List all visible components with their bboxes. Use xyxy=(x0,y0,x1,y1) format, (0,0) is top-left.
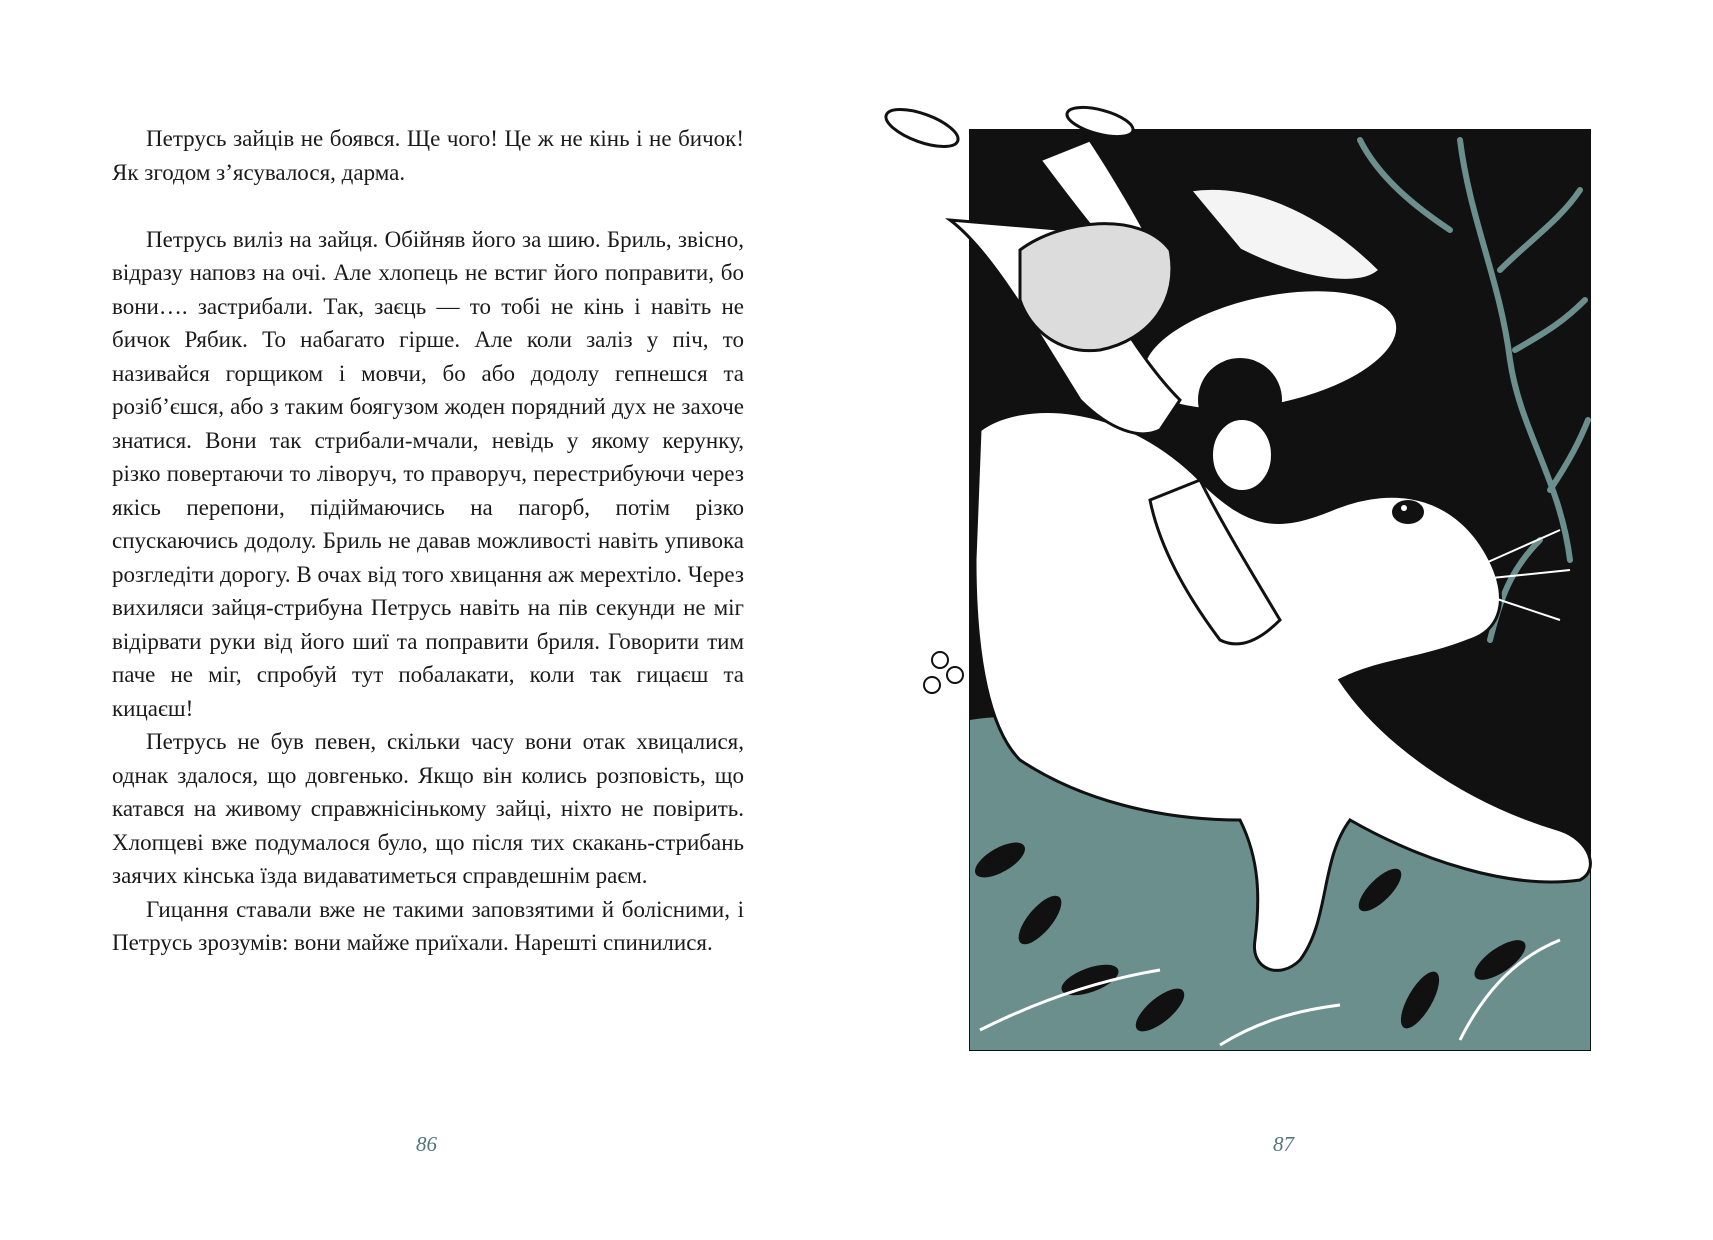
paragraph: Петрусь не був певен, скільки часу вони отак хвицалися, однак здалося, що довгенько. Якщо він колись розповість, що катався на живому справжнісінькому зайці, ніхто не повірить. Хлопцеві вже подумалося було, що після тих скакань-стрибань заячих кінська їзда видаватиметься справдешнім раєм. xyxy=(112,729,744,888)
paragraph: Петрусь виліз на зайця. Обійняв його за шию. Бриль, звісно, відразу наповз на очі. Але хлопець не встиг його поправити, бо вони…. застрибали. Так, заєць — то тобі не кінь і навіть не бичок Рябик. То набагато гірше. Але коли заліз у піч, то називайся горщиком і мовчи, бо або додолу гепнешся та розіб’єшся, або з таким боягузом жоден порядний дух не захоче знатися. Вони так стрибали-мчали, невідь у якому керунку, різко повертаючи то ліворуч, то праворуч, перестрибуючи через якісь перепони, підіймаючись на пагорб, потім різко спускаючись додолу. Бриль не давав можливості навіть упивока розгледіти дорогу. В очах від того хвицання аж мерехтіло. Через вихиляси зайця-стрибуна Петрусь навіть на пів секунди не міг відірвати руки від його шиї та поправити бриля. Говорити тим паче не міг, спробуй тут побалакати, коли так гицаєш та кицаєш! xyxy=(112,226,744,721)
left-page-text xyxy=(112,122,744,960)
boy-riding-hare-illustration xyxy=(860,100,1620,1060)
paragraph: Гицання ставали вже не такими заповзятими й болісними, і Петрусь зрозумів: вони майже приїхали. Нарешті спинилися. xyxy=(112,896,744,955)
page-number-left: 86 xyxy=(416,1132,437,1156)
page-number-right: 87 xyxy=(1273,1132,1294,1156)
paragraph: Петрусь зайців не боявся. Ще чого! Це ж не кінь і не бичок! Як згодом з’ясувалося, дарма. xyxy=(112,126,744,185)
